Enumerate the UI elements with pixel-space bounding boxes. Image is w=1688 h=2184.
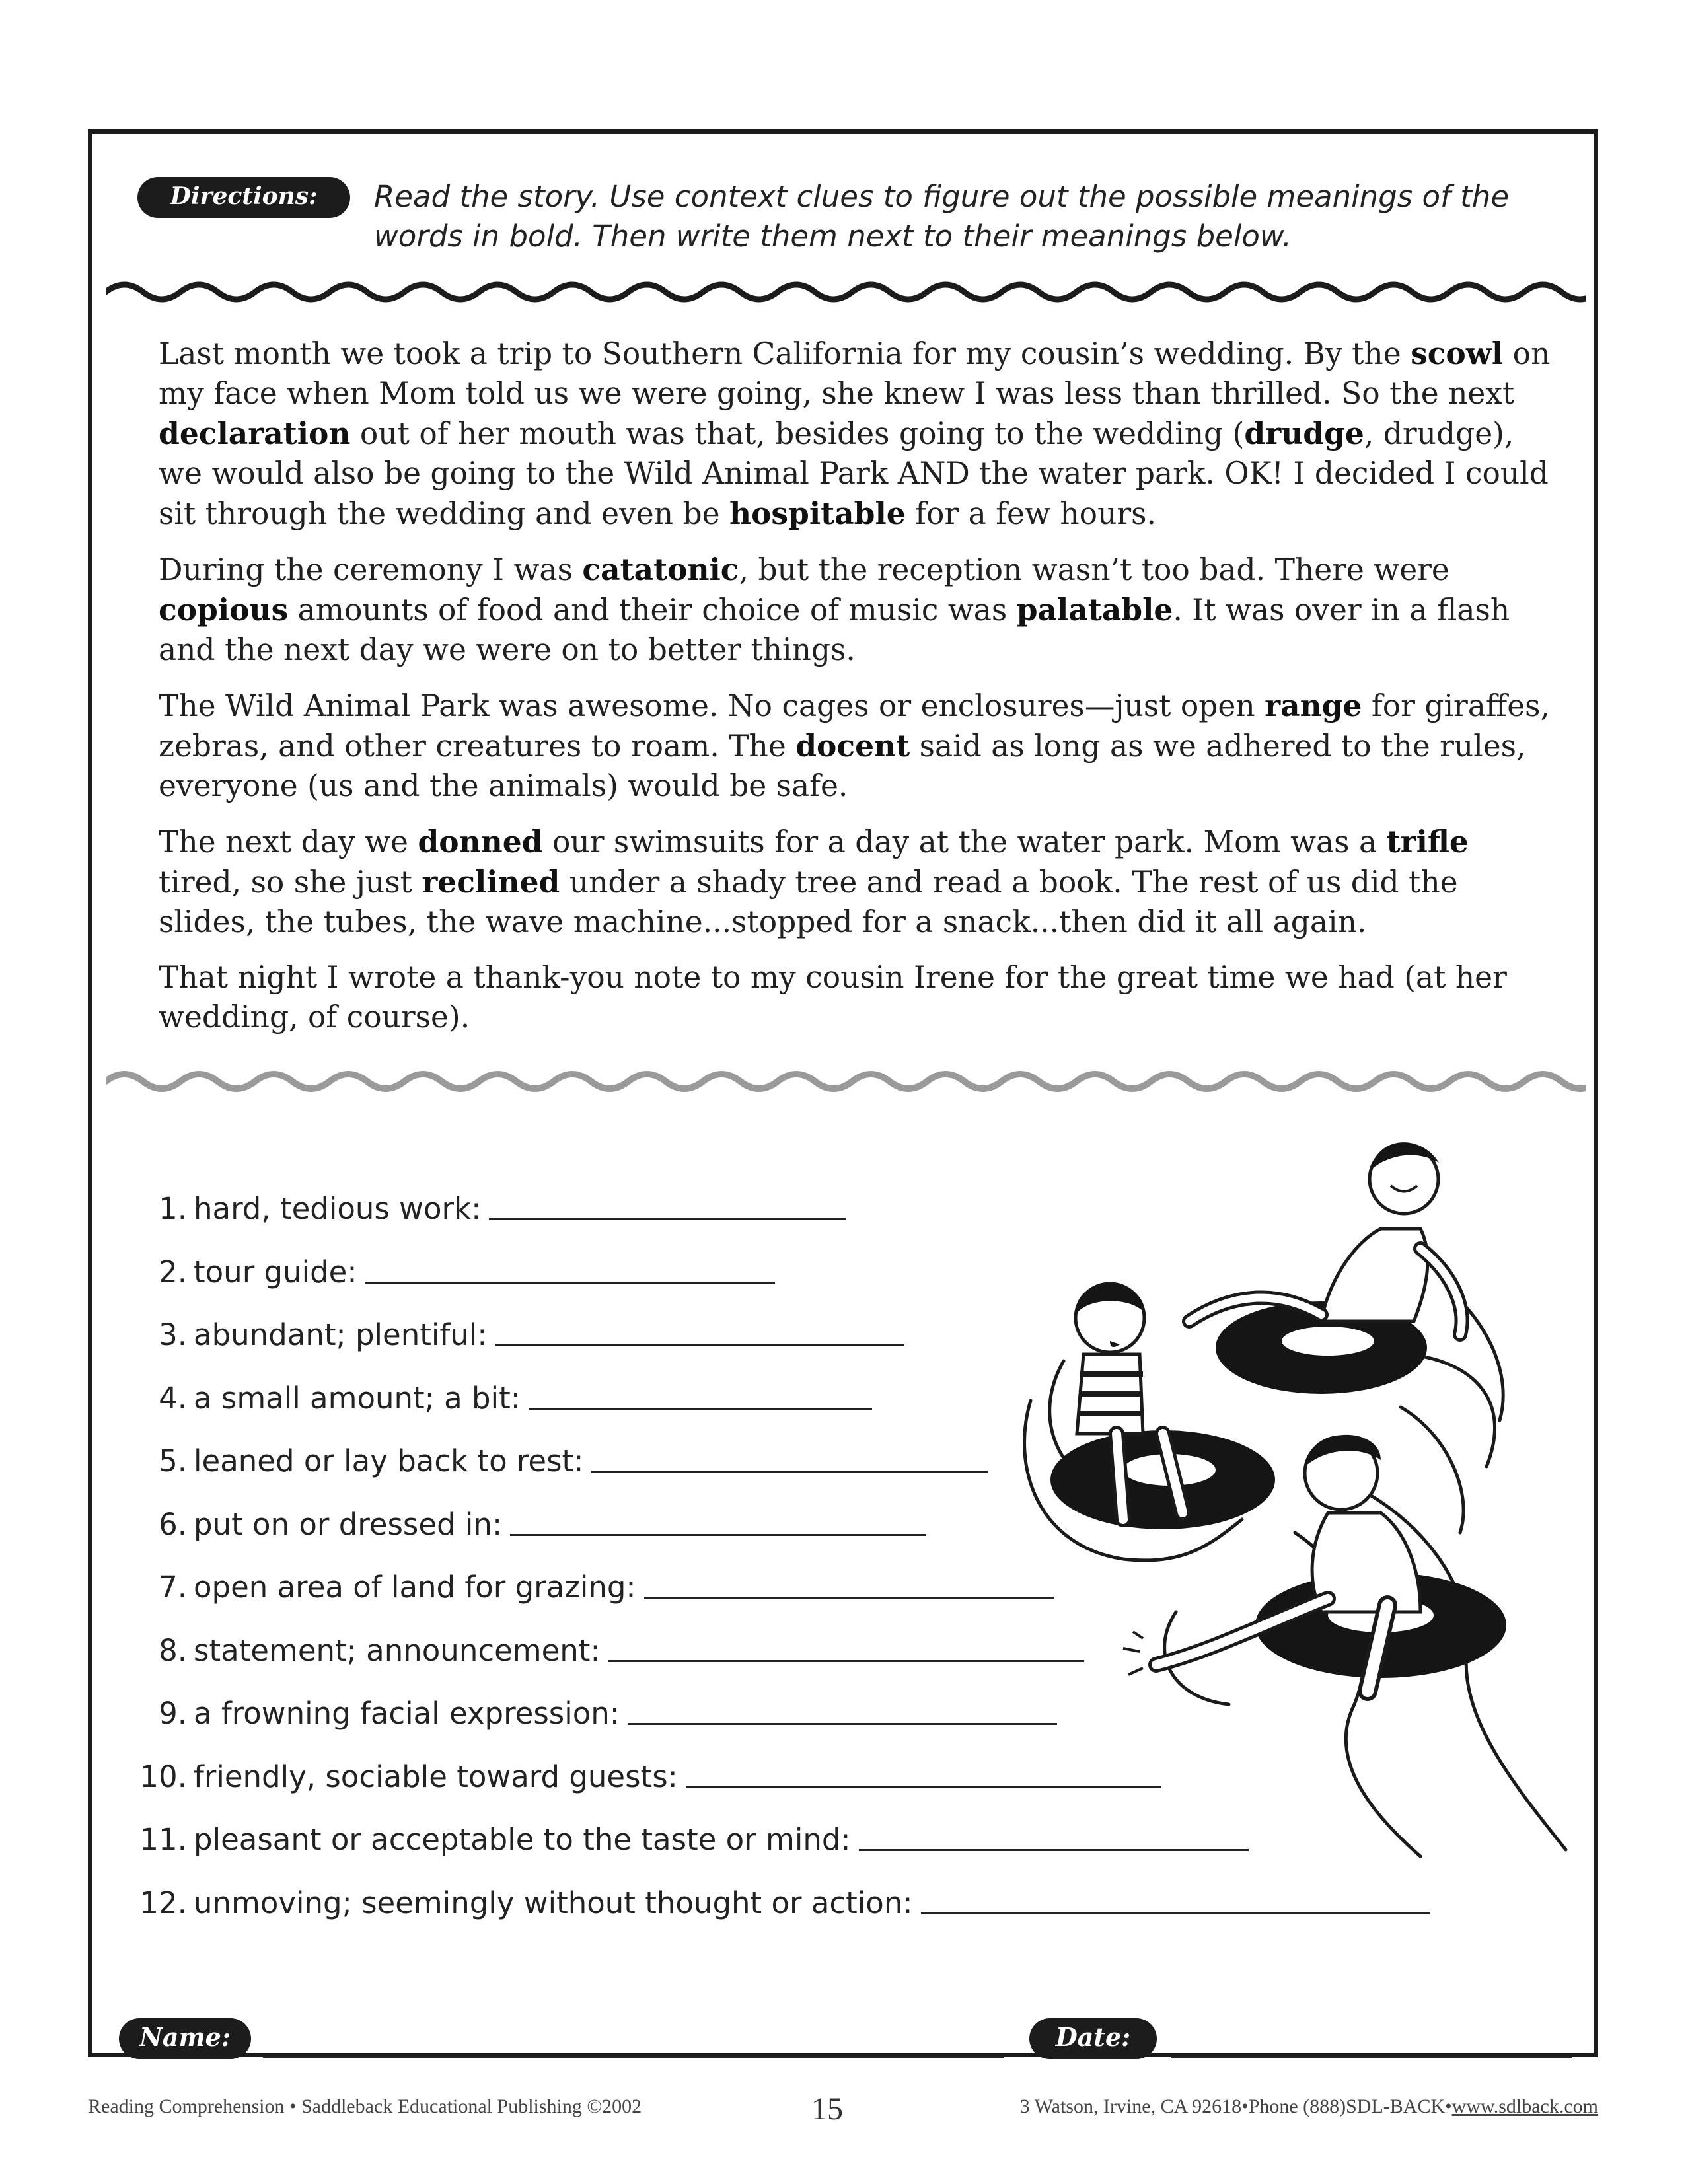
- vocab-word: palatable: [1016, 592, 1173, 628]
- answer-blank[interactable]: [510, 1508, 926, 1536]
- question-text: friendly, sociable toward guests:: [194, 1759, 678, 1794]
- directions-label: Directions:: [137, 177, 350, 218]
- bottom-wave-divider: [106, 1060, 1586, 1100]
- question-number: 7.: [159, 1570, 187, 1605]
- story-segment: for a few hours.: [905, 496, 1156, 531]
- question-text: pleasant or acceptable to the taste or mind:: [194, 1822, 851, 1857]
- question-text: tour guide:: [194, 1254, 357, 1290]
- date-label: Date:: [1029, 2018, 1157, 2059]
- story-segment: under a shady tree and read a book. The rest of us did the slides, the tubes, the wave machine...stopped for a snack...then did it all again.: [159, 865, 1458, 939]
- story-segment: out of her mouth was that, besides going to the wedding (: [350, 416, 1245, 451]
- question-number: 4.: [159, 1380, 187, 1416]
- question-number: 12.: [139, 1885, 187, 1920]
- question-item: [116, 1694, 1057, 1733]
- date-field[interactable]: [1171, 2029, 1572, 2058]
- question-text: a frowning facial expression:: [194, 1696, 620, 1731]
- vocab-word: reclined: [422, 864, 560, 900]
- story-segment: The next day we: [159, 824, 418, 859]
- answer-blank[interactable]: [365, 1255, 775, 1284]
- vocab-word: drudge: [1244, 416, 1364, 451]
- story-segment: During the ceremony I was: [159, 552, 583, 587]
- answer-blank[interactable]: [495, 1318, 904, 1346]
- footer-publisher: Reading Comprehension • Saddleback Educational Publishing ©2002: [88, 2095, 642, 2117]
- answer-blank[interactable]: [628, 1696, 1057, 1725]
- question-text: unmoving; seemingly without thought or action:: [194, 1885, 913, 1920]
- name-label: Name:: [119, 2018, 251, 2059]
- question-number: 5.: [159, 1443, 187, 1478]
- answer-blank[interactable]: [529, 1381, 872, 1410]
- question-text: a small amount; a bit:: [194, 1380, 521, 1416]
- vocab-word: hospitable: [729, 495, 906, 531]
- question-number: 1.: [159, 1191, 187, 1226]
- answer-blank[interactable]: [489, 1192, 846, 1220]
- question-number: 2.: [159, 1254, 187, 1290]
- question-text: statement; announcement:: [194, 1632, 601, 1668]
- question-number: 10.: [139, 1759, 187, 1794]
- vocab-word: trifle: [1386, 824, 1469, 859]
- vocab-word: copious: [159, 592, 289, 628]
- story-segment: Last month we took a trip to Southern California for my cousin’s wedding. By the: [159, 336, 1411, 371]
- question-item: [116, 1441, 988, 1481]
- story-segment: The Wild Animal Park was awesome. No cages or enclosures—just open: [159, 688, 1265, 723]
- name-field[interactable]: [263, 2029, 1004, 2058]
- footer-contact: [1020, 2095, 1598, 2118]
- story-segment: amounts of food and their choice of music was: [288, 593, 1017, 628]
- story-segment: for giraffes, zebras, and other creatures to roam. The: [159, 688, 1550, 764]
- story-segment: tired, so she just: [159, 865, 422, 900]
- question-item: [116, 1505, 926, 1545]
- vocab-word: declaration: [159, 416, 351, 451]
- story-paragraph: [159, 686, 1559, 806]
- question-number: 9.: [159, 1696, 187, 1731]
- story-segment: , drudge), we would also be going to the Wild Animal Park AND the water park. OK! I decided I could sit through the wedding and even be: [159, 416, 1549, 531]
- vocab-word: catatonic: [582, 552, 739, 587]
- question-item: [116, 1631, 1084, 1671]
- question-text: abundant; plentiful:: [194, 1317, 488, 1352]
- question-number: 6.: [159, 1506, 187, 1542]
- story-segment: said as long as we adhered to the rules, everyone (us and the animals) would be safe.: [159, 729, 1526, 803]
- story-segment: . It was over in a flash and the next day we were on to better things.: [159, 593, 1510, 667]
- story-paragraph: [159, 958, 1559, 1037]
- boy-top-figure: [1189, 1142, 1462, 1394]
- question-item: [116, 1757, 1161, 1797]
- story-paragraph: [159, 822, 1559, 942]
- question-number: 3.: [159, 1317, 187, 1352]
- story-segment: our swimsuits for a day at the water park. Mom was a: [542, 824, 1387, 859]
- vocab-word: donned: [418, 824, 543, 859]
- story-text: [159, 334, 1559, 1053]
- footer-url-link[interactable]: www.sdlback.com: [1451, 2095, 1598, 2117]
- question-text: open area of land for grazing:: [194, 1570, 636, 1605]
- answer-blank[interactable]: [921, 1886, 1430, 1914]
- question-item: [116, 1253, 775, 1292]
- story-paragraph: [159, 550, 1559, 670]
- question-text: leaned or lay back to rest:: [194, 1443, 584, 1478]
- question-text: put on or dressed in:: [194, 1506, 503, 1542]
- question-number: 11.: [139, 1822, 187, 1857]
- question-item: [116, 1315, 904, 1355]
- question-item: [116, 1379, 872, 1418]
- question-number: 8.: [159, 1632, 187, 1668]
- story-segment: on my face when Mom told us we were going, she knew I was less than thrilled. So the next: [159, 336, 1551, 411]
- question-item: [116, 1189, 846, 1229]
- footer-address: 3 Watson, Irvine, CA 92618•Phone (888)SDL-BACK•: [1019, 2095, 1452, 2117]
- top-wave-divider: [106, 271, 1586, 310]
- vocab-word: range: [1265, 688, 1362, 723]
- question-item: [116, 1883, 1430, 1923]
- directions-text: Read the story. Use context clues to figure out the possible meanings of the words in bold. Then write them next to their meanings below.: [374, 179, 1509, 254]
- vocab-word: docent: [795, 728, 910, 764]
- story-paragraph: [159, 334, 1559, 534]
- question-text: hard, tedious work:: [194, 1191, 482, 1226]
- kids-on-inner-tubes-illustration: [1011, 1123, 1605, 1870]
- page-number: 15: [811, 2092, 843, 2127]
- story-segment: That night I wrote a thank-you note to my cousin Irene for the great time we had (at her wedding, of course).: [159, 960, 1507, 1035]
- question-item: [116, 1568, 1054, 1607]
- story-segment: , but the reception wasn’t too bad. There were: [739, 552, 1449, 587]
- answer-blank[interactable]: [591, 1444, 988, 1473]
- vocab-word: scowl: [1411, 336, 1504, 371]
- answer-blank[interactable]: [644, 1570, 1054, 1599]
